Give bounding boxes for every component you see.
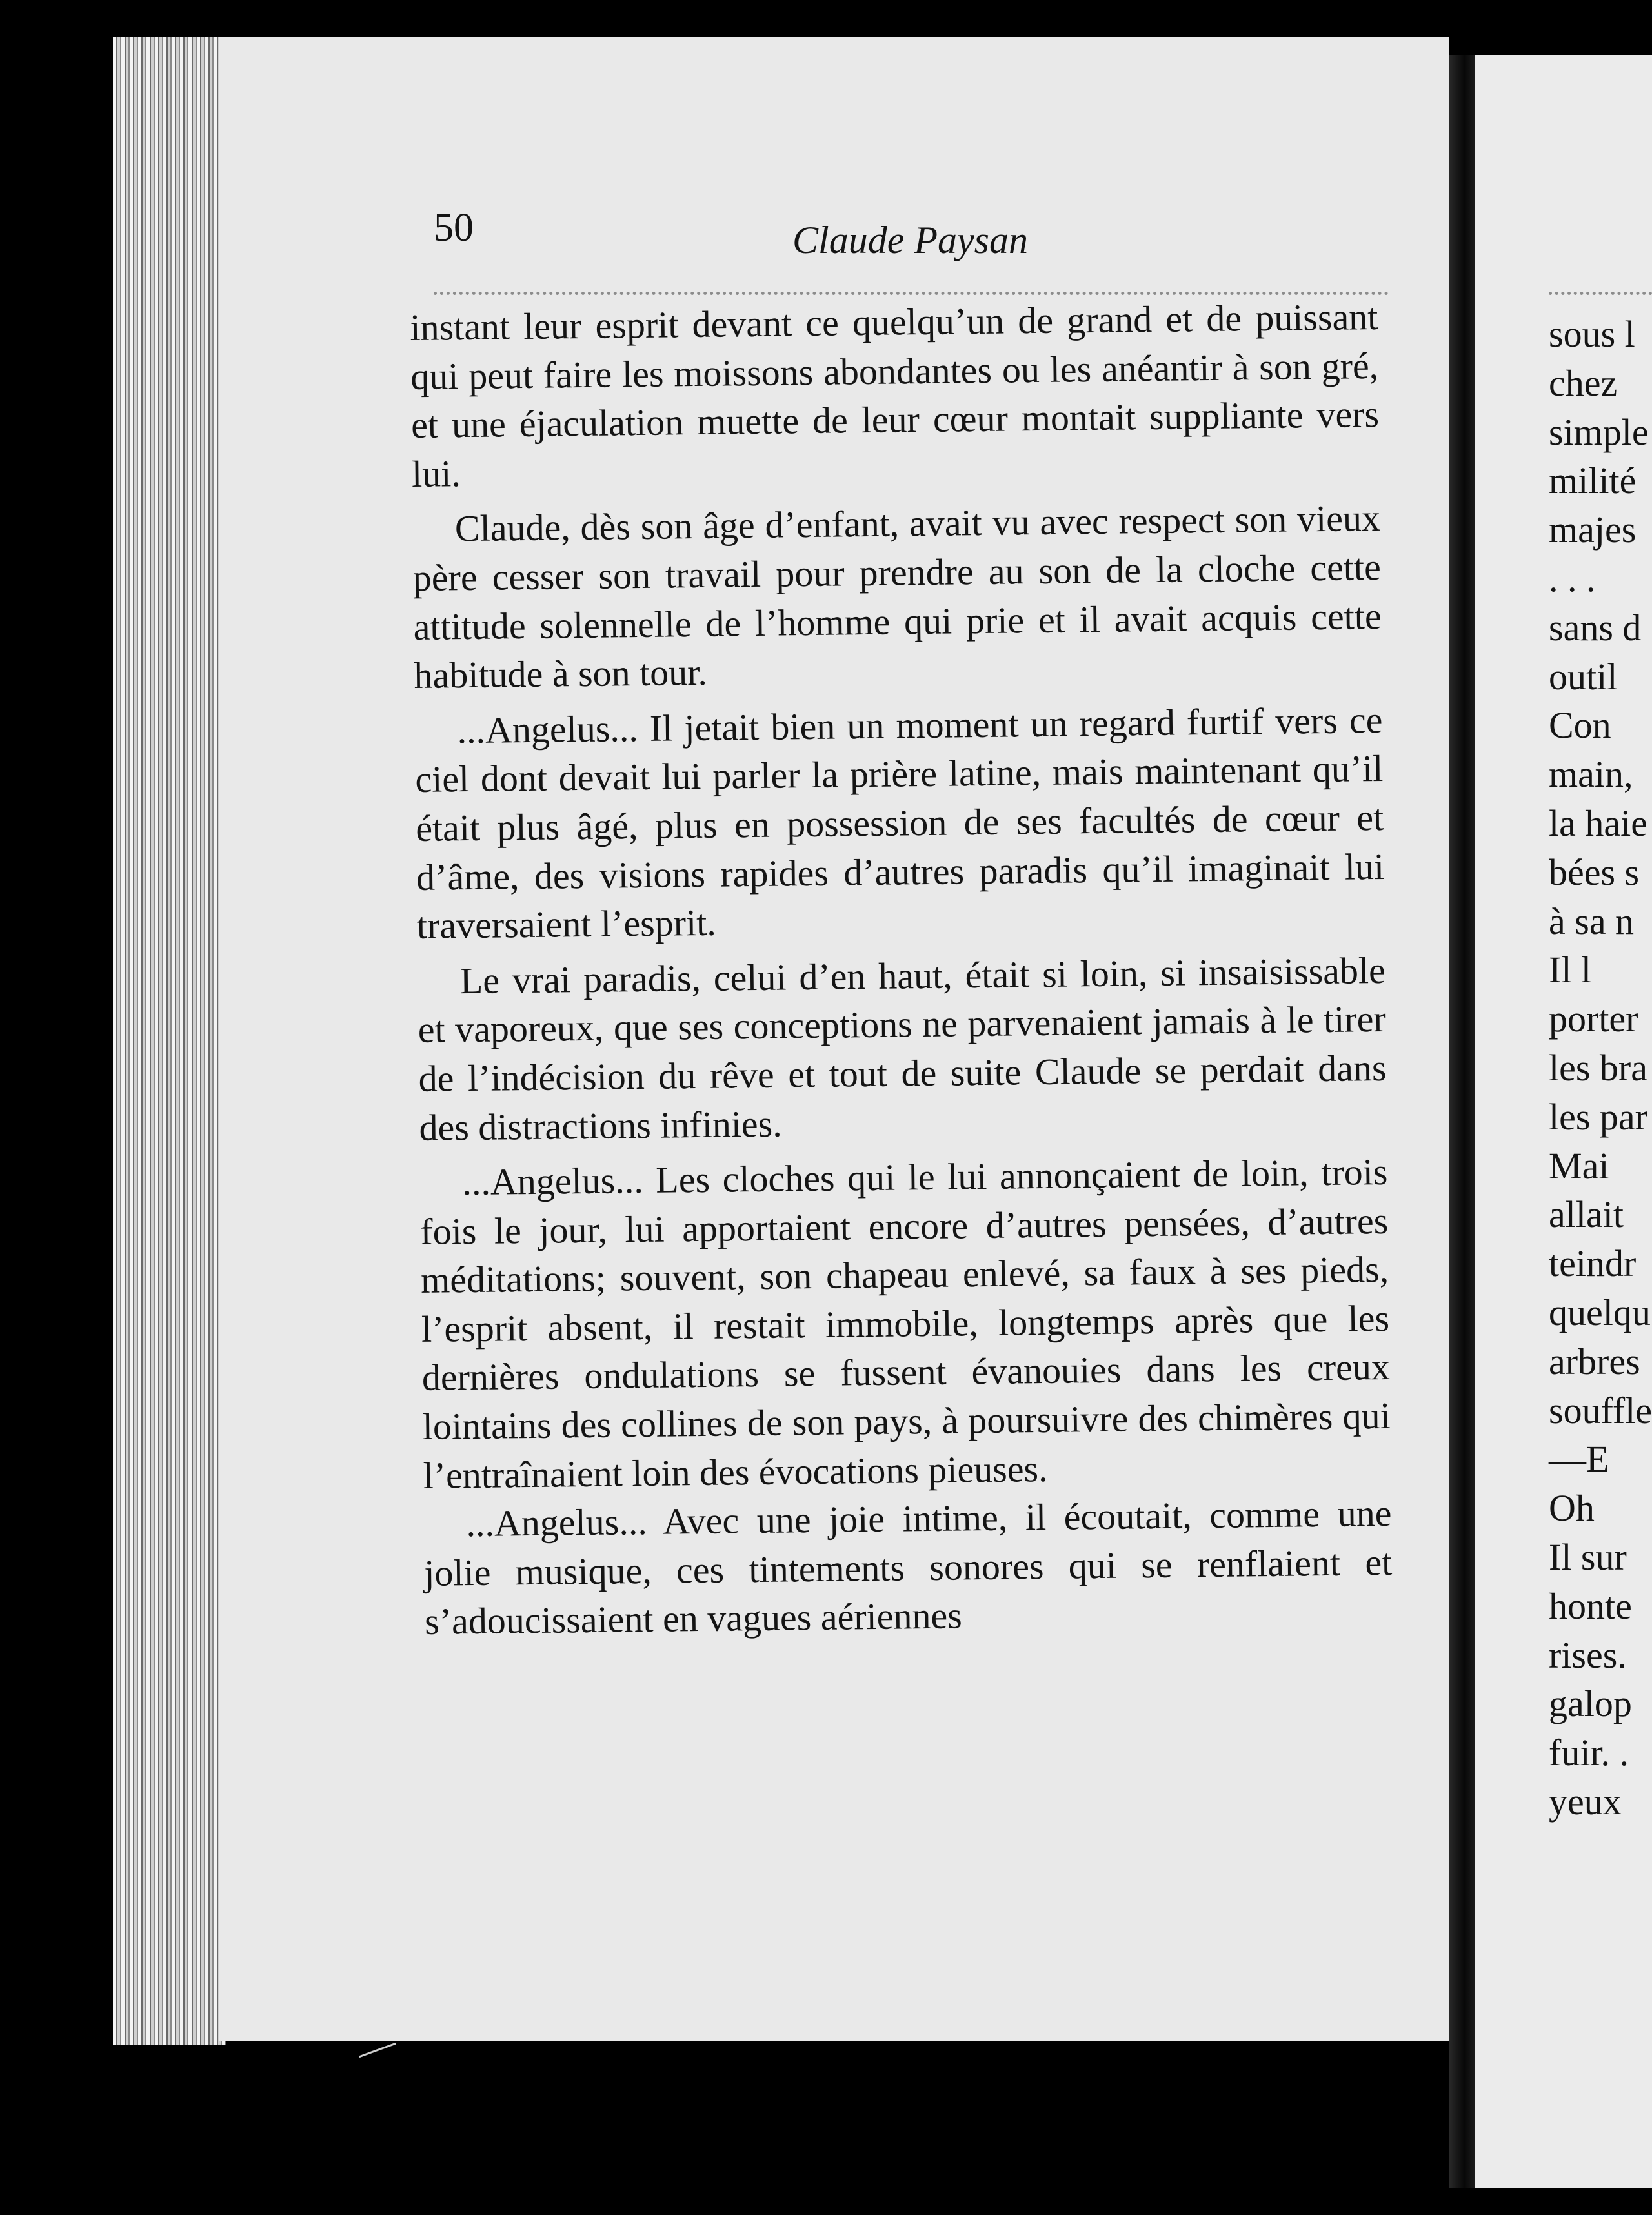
- right-header-rule: [1549, 292, 1652, 295]
- paper-blemish: [359, 2043, 396, 2058]
- right-line: les bra: [1549, 1046, 1647, 1089]
- paragraph: ...Angelus... Il jetait bien un moment un regard furtif vers ce ciel dont devait lui parler la prière latine, mais maintenant qu’il était plus âgé, plus en possession de ses facultés de cœur et d’âme, des visions rapides d’autres paradis qu’il imaginait lui traversaient l’esprit.: [415, 698, 1385, 947]
- right-line: sous l: [1549, 313, 1635, 355]
- paragraph: instant leur esprit devant ce quelqu’un de grand et de puissant qui peut faire les moissons abondantes ou les anéantir à son gré, et une éjaculation muette de leur cœur montait suppliante vers lui.: [410, 295, 1380, 495]
- right-line: main,: [1549, 753, 1633, 796]
- right-line: les par: [1549, 1095, 1647, 1138]
- paragraph: Claude, dès son âge d’enfant, avait vu avec respect son vieux père cesser son travail pour prendre au son de la cloche cette attitude solennelle de l’homme qui prie et il avait acquis cette habitude à son tour.: [412, 497, 1382, 697]
- right-line: arbres: [1549, 1340, 1640, 1382]
- right-line: souffle: [1549, 1389, 1652, 1431]
- right-line: Con: [1549, 704, 1611, 747]
- left-page-body: [410, 292, 1393, 1646]
- right-line: fuir. .: [1549, 1732, 1629, 1774]
- right-line: majes: [1549, 509, 1637, 551]
- right-line: sans d: [1549, 606, 1642, 649]
- right-line: allait: [1549, 1193, 1624, 1236]
- right-line: quelqu: [1549, 1291, 1651, 1333]
- right-line: Oh: [1549, 1487, 1595, 1530]
- paragraph: ...Angelus... Les cloches qui le lui annonçaient de loin, trois fois le jour, lui apportaient encore d’autres pensées, d’autres méditations; souvent, son chapeau enlevé, sa faux à ses pieds, l’esprit absent, il restait immobile, longtemps après que les dernières ondulations se fussent évanouies dans les creux lointains des collines de son pays, à poursuivre des chimères qui l’entraînaient loin des évocations pieuses.: [419, 1150, 1391, 1497]
- right-line: à sa n: [1549, 900, 1635, 942]
- right-line: la haie: [1549, 802, 1647, 844]
- right-line: chez: [1549, 361, 1618, 404]
- right-line: yeux: [1549, 1780, 1622, 1823]
- right-line: teindr: [1549, 1242, 1637, 1285]
- page-number: 50: [434, 206, 474, 250]
- right-line: . . .: [1549, 557, 1596, 600]
- right-line: honte: [1549, 1584, 1632, 1627]
- right-line: outil: [1549, 655, 1618, 698]
- right-line: milité: [1549, 460, 1637, 502]
- right-page-body: [1549, 310, 1652, 1826]
- right-line: galop: [1549, 1683, 1632, 1725]
- book-gutter: [1449, 55, 1475, 2188]
- page-edges: [113, 37, 226, 2045]
- right-line: Il sur: [1549, 1535, 1627, 1578]
- right-line: Mai: [1549, 1144, 1609, 1187]
- right-line: porter: [1549, 998, 1638, 1040]
- right-line: bées s: [1549, 851, 1640, 893]
- right-line: simple: [1549, 410, 1649, 453]
- paragraph: ...Angelus... Avec une joie intime, il écoutait, comme une jolie musique, ces tintements sonores qui se renflaient et s’adoucissaient en vagues aériennes: [423, 1492, 1393, 1643]
- right-line: Il l: [1549, 949, 1592, 991]
- running-title: Claude Paysan: [792, 219, 1028, 261]
- right-line: rises.: [1549, 1633, 1627, 1676]
- right-line: —E: [1549, 1438, 1609, 1481]
- paragraph: Le vrai paradis, celui d’en haut, était si loin, si insaisissable et vaporeux, que ses conceptions ne parvenaient jamais à le tirer de l’indécision du rêve et tout de suite Claude se perdait dans des distractions infinies.: [418, 949, 1387, 1149]
